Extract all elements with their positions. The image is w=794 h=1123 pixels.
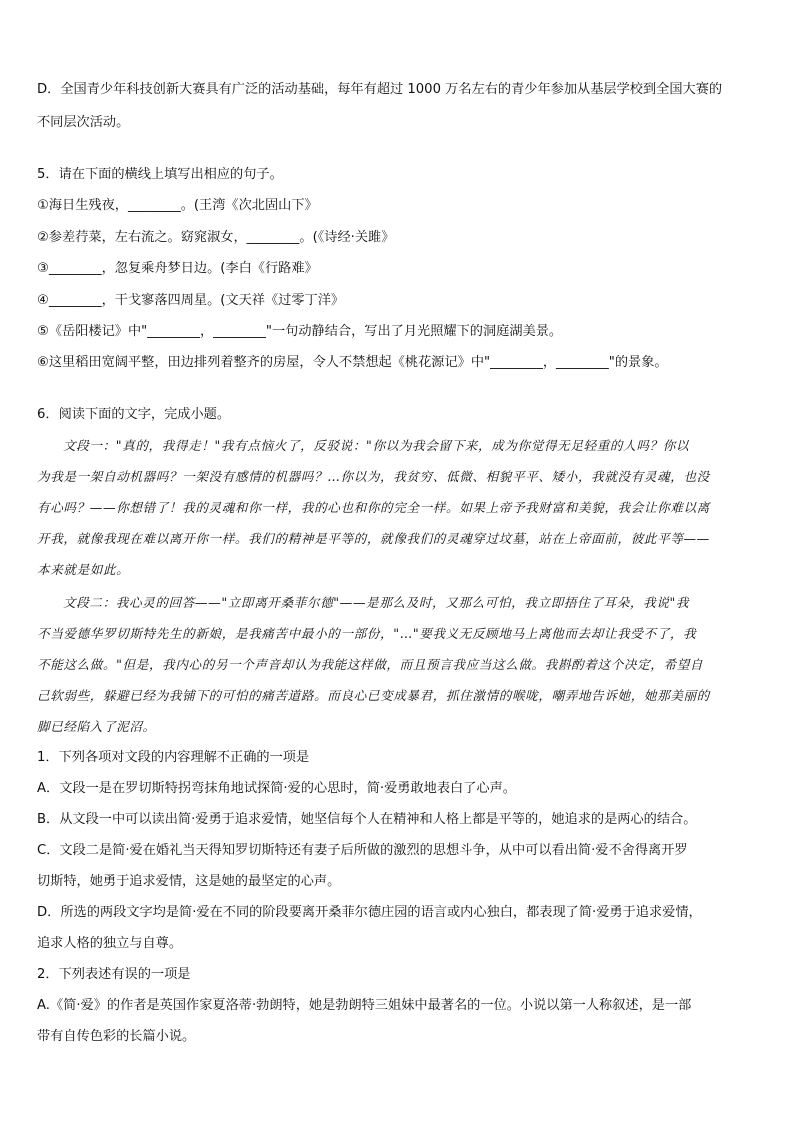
q6-sub1-option-d-line2: 追求人格的独立与自尊。 [37, 936, 183, 951]
q6-sub1-option-c-line2: 切斯特，她勇于追求爱情，这是她的最坚定的心声。 [37, 874, 341, 889]
q6-passage1-line2: 为我是一架自动机器吗？一架没有感情的机器吗？…你以为，我贫穷、低微、相貌平平、矮小，我就没有灵魂，也没 [37, 469, 710, 484]
q4-option-d-line2: 不同层次活动。 [37, 115, 130, 130]
q5-item-6: ⑥这里稻田宽阔平整，田边排列着整齐的房屋，令人不禁想起《桃花源记》中"________，________"的景象。 [37, 355, 668, 370]
q6-sub1-option-c-line1: C．文段二是简·爱在婚礼当天得知罗切斯特还有妻子后所做的激烈的思想斗争，从中可以看出简·爱不舍得离开罗 [37, 843, 688, 858]
q5-item-3: ③________，忽复乘舟梦日边。(李白《行路难》 [37, 261, 318, 276]
q6-title: 6．阅读下面的文字，完成小题。 [37, 407, 231, 422]
q6-passage2-line4: 己软弱些，躲避已经为我铺下的可怕的痛苦道路。而良心已变成暴君，抓住激情的喉咙，嘲弄地告诉她，她那美丽的 [37, 688, 710, 703]
q6-passage1-line1: 文段一："真的，我得走！"我有点恼火了，反驳说："你以为我会留下来，成为你觉得无足轻重的人吗？你以 [63, 438, 690, 453]
q6-sub2-title: 2．下列表述有误的一项是 [37, 967, 191, 982]
q6-sub1-option-b: B．从文段一中可以读出简·爱勇于追求爱情，她坚信每个人在精神和人格上都是平等的，她追求的是两心的结合。 [37, 812, 697, 827]
q5-title: 5．请在下面的横线上填写出相应的句子。 [37, 167, 283, 182]
q6-passage2-line2: 不当爱德华罗切斯特先生的新娘，是我痛苦中最小的一部份，"…"要我义无反顾地马上离他而去却让我受不了，我 [37, 626, 697, 641]
q6-sub2-option-a-line2: 带有自传色彩的长篇小说。 [37, 1029, 196, 1044]
q6-passage1-line3: 有心吗？——你想错了！我的灵魂和你一样，我的心也和你的完全一样。如果上帝予我财富和美貌，我会让你难以离 [37, 500, 710, 515]
q6-sub1-option-d-line1: D．所选的两段文字均是简·爱在不同的阶段要离开桑菲尔德庄园的语言或内心独白，都表现了简·爱勇于追求爱情， [37, 905, 702, 920]
q6-sub1-option-a: A．文段一是在罗切斯特拐弯抹角地试探简·爱的心思时，简·爱勇敢地表白了心声。 [37, 781, 516, 796]
q6-passage2-line1: 文段二：我心灵的回答——"立即离开桑菲尔德"——是那么及时，又那么可怕，我立即捂住了耳朵，我说"我 [63, 595, 690, 610]
q6-passage2-line5: 脚已经陷入了泥沼。 [37, 719, 156, 734]
q4-option-d-line1: D．全国青少年科技创新大赛具有广泛的活动基础，每年有超过 1000 万名左右的青少年参加从基层学校到全国大赛的 [37, 82, 723, 97]
q6-sub2-option-a-line1: A.《简·爱》的作者是英国作家夏洛蒂·勃朗特，她是勃朗特三姐妹中最著名的一位。小说以第一人称叙述，是一部 [37, 998, 692, 1013]
q6-sub1-title: 1．下列各项对文段的内容理解不正确的一项是 [37, 750, 310, 765]
q6-passage1-line5: 本来就是如此。 [37, 562, 130, 577]
q5-item-4: ④________，干戈寥落四周星。(文天祥《过零丁洋》 [37, 293, 345, 308]
q6-passage1-line4: 开我，就像我现在难以离开你一样。我们的精神是平等的，就像我们的灵魂穿过坟墓，站在上帝面前，彼此平等—— [37, 531, 710, 546]
q6-passage2-line3: 不能这么做。"但是，我内心的另一个声音却认为我能这样做，而且预言我应当这么做。我斟酌着这个决定，希望自 [37, 657, 704, 672]
q5-item-2: ②参差荇菜，左右流之。窈窕淑女，________。(《诗经·关雎》 [37, 230, 395, 245]
q5-item-1: ①海日生残夜，________。(王湾《次北固山下》 [37, 198, 318, 213]
q5-item-5: ⑤《岳阳楼记》中"________，________"一句动静结合，写出了月光照耀下的洞庭湖美景。 [37, 324, 563, 339]
